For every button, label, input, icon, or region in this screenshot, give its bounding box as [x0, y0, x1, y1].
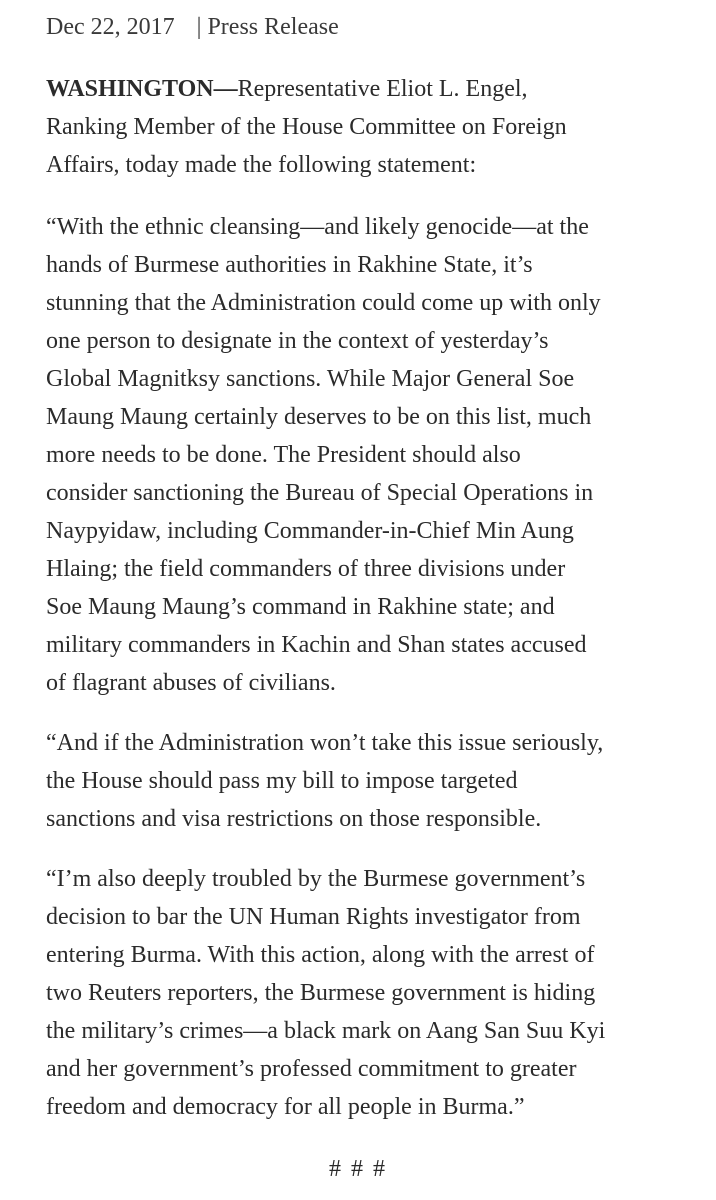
text-line: the House should pass my bill to impose targeted: [46, 768, 518, 794]
text-line: two Reuters reporters, the Burmese government is hiding: [46, 980, 596, 1006]
intro-line: Representative Eliot L. Engel,: [237, 76, 528, 102]
text-line: “I’m also deeply troubled by the Burmese government’s: [46, 866, 586, 892]
text-line: freedom and democracy for all people in Burma.”: [46, 1094, 525, 1120]
meta-separator: |: [196, 14, 208, 40]
text-line: the military’s crimes—a black mark on Aang San Suu Kyi: [46, 1018, 606, 1044]
text-line: consider sanctioning the Bureau of Special Operations in: [46, 480, 594, 506]
text-line: more needs to be done. The President should also: [46, 442, 521, 468]
text-line: Hlaing; the field commanders of three divisions under: [46, 556, 566, 582]
intro-line: Affairs, today made the following statement:: [46, 152, 477, 178]
intro-line: Ranking Member of the House Committee on Foreign: [46, 114, 567, 140]
text-line: hands of Burmese authorities in Rakhine State, it’s: [46, 252, 533, 278]
end-mark: # # #: [329, 1156, 387, 1182]
dateline: WASHINGTON—: [46, 76, 238, 102]
text-line: [46, 70, 686, 108]
text-line: “With the ethnic cleansing—and likely genocide—at the: [46, 214, 589, 240]
text-line: entering Burma. With this action, along with the arrest of: [46, 942, 595, 968]
text-line: Soe Maung Maung’s command in Rakhine state; and: [46, 594, 555, 620]
release-meta: [46, 8, 686, 46]
text-line: Naypyidaw, including Commander-in-Chief Min Aung: [46, 518, 574, 544]
quote-paragraph-1: [46, 208, 686, 702]
text-line: decision to bar the UN Human Rights investigator from: [46, 904, 581, 930]
text-line: “And if the Administration won’t take this issue seriously,: [46, 730, 604, 756]
intro-paragraph: [46, 70, 686, 184]
release-date: Dec 22, 2017: [46, 14, 175, 40]
text-line: Maung Maung certainly deserves to be on this list, much: [46, 404, 592, 430]
text-line: and her government’s professed commitment to greater: [46, 1056, 577, 1082]
quote-paragraph-2: [46, 724, 686, 838]
quote-paragraph-3: [46, 860, 686, 1126]
text-line: stunning that the Administration could come up with only: [46, 290, 601, 316]
text-line: sanctions and visa restrictions on those responsible.: [46, 806, 542, 832]
text-line: one person to designate in the context of yesterday’s: [46, 328, 549, 354]
text-line: military commanders in Kachin and Shan states accused: [46, 632, 587, 658]
text-line: of flagrant abuses of civilians.: [46, 670, 336, 696]
text-line: Global Magnitksy sanctions. While Major General Soe: [46, 366, 575, 392]
press-release-page: [46, 8, 686, 1126]
release-category: Press Release: [207, 14, 339, 40]
